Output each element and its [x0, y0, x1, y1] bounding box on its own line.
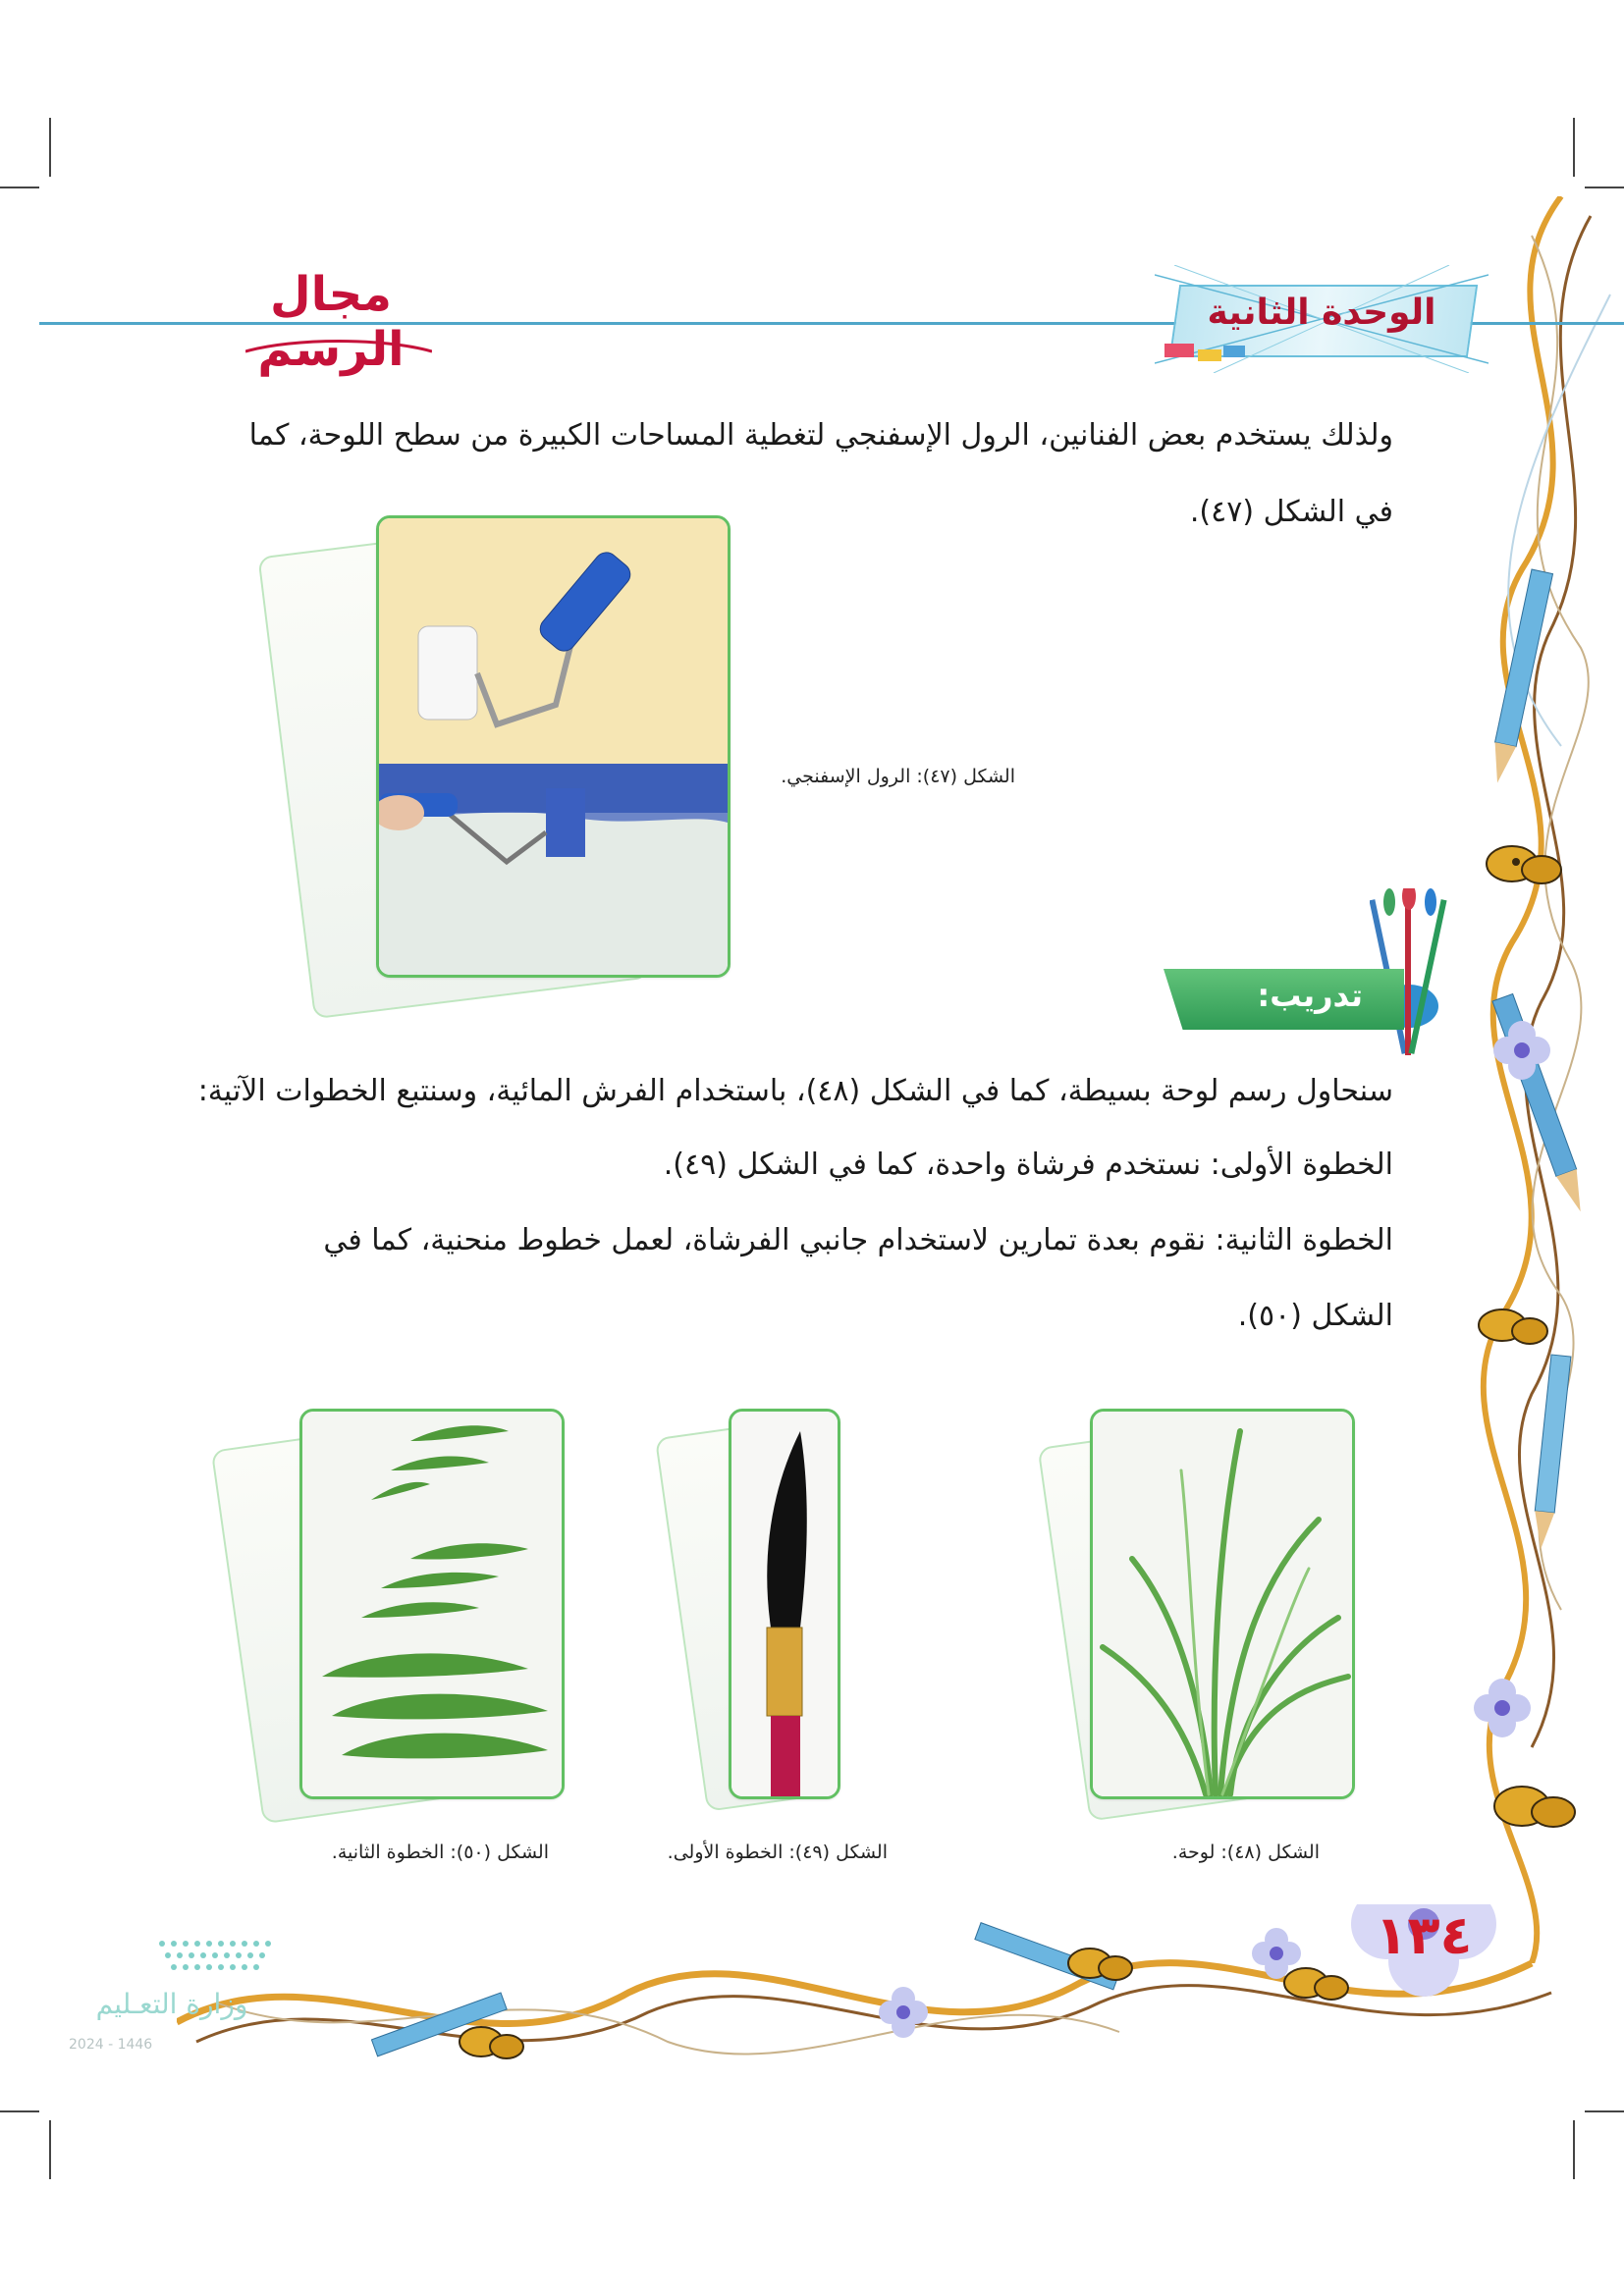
- butterfly-icon: [1479, 1309, 1547, 1344]
- figure50-image: [299, 1409, 565, 1799]
- figure47-image: [376, 515, 731, 978]
- section-title-underline: [245, 334, 432, 359]
- grass-painting-illustration: [1093, 1412, 1352, 1796]
- decorative-right-border: [1414, 196, 1624, 1963]
- training-text: تدريب:: [1257, 977, 1363, 1014]
- butterfly-icon: [1068, 1949, 1132, 1980]
- sponge-roller-illustration: [379, 518, 728, 975]
- flower-icon: [1474, 1679, 1531, 1737]
- brush-strokes-illustration: [302, 1412, 562, 1796]
- training-label: [1164, 969, 1404, 1030]
- figure47-caption: الشكل (٤٧): الرول الإسفنجي.: [781, 766, 1015, 787]
- ministry-logo-icon: [152, 1934, 299, 1983]
- intro-line-1: ولذلك يستخدم بعض الفنانين، الرول الإسفنجي لتغطية المساحات الكبيرة من سطح اللوحة، كما: [248, 418, 1393, 453]
- butterfly-icon: [1487, 846, 1561, 883]
- intro-line-2: في الشكل (٤٧).: [1189, 495, 1393, 529]
- edition-year: 2024 - 1446: [69, 2037, 153, 2053]
- butterfly-icon: [460, 2027, 523, 2058]
- crop-mark: [1573, 2120, 1575, 2179]
- figure48-caption: الشكل (٤٨): لوحة.: [1171, 1842, 1320, 1863]
- ministry-name: وزارة التعـليم: [95, 1988, 248, 2020]
- paintbrush-illustration: [731, 1412, 838, 1796]
- butterfly-icon: [1494, 1787, 1575, 1827]
- steps-intro: سنحاول رسم لوحة بسيطة، كما في الشكل (٤٨)، باستخدام الفرش المائية، وسنتبع الخطوات الآتية:: [197, 1074, 1393, 1108]
- flower-icon: [879, 1987, 928, 2038]
- pencil-icon: [1487, 569, 1552, 785]
- step2-line-1: الخطوة الثانية: نقوم بعدة تمارين لاستخدام جانبي الفرشاة، لعمل خطوط منحنية، كما في: [323, 1223, 1393, 1257]
- section-title: مجال الرسم: [257, 267, 405, 377]
- crop-mark: [49, 118, 51, 177]
- page-number: ١٣٤: [1375, 1904, 1473, 1966]
- figure50-caption: الشكل (٥٠): الخطوة الثانية.: [331, 1842, 549, 1863]
- figure48-image: [1090, 1409, 1355, 1799]
- step2-line-2: الشكل (٥٠).: [1237, 1299, 1393, 1333]
- crop-mark: [0, 187, 39, 188]
- unit-badge: [1174, 285, 1469, 353]
- crop-mark: [0, 2110, 39, 2112]
- figure49-caption: الشكل (٤٩): الخطوة الأولى.: [667, 1842, 888, 1863]
- crop-mark: [1585, 2110, 1624, 2112]
- crop-mark: [1585, 187, 1624, 188]
- step1-text: الخطوة الأولى: نستخدم فرشاة واحدة، كما في الشكل (٤٩).: [663, 1148, 1393, 1182]
- figure49-image: [729, 1409, 840, 1799]
- butterfly-icon: [1284, 1968, 1348, 2000]
- unit-label: الوحدة الثانية: [1207, 293, 1436, 333]
- crop-mark: [49, 2120, 51, 2179]
- crop-mark: [1573, 118, 1575, 177]
